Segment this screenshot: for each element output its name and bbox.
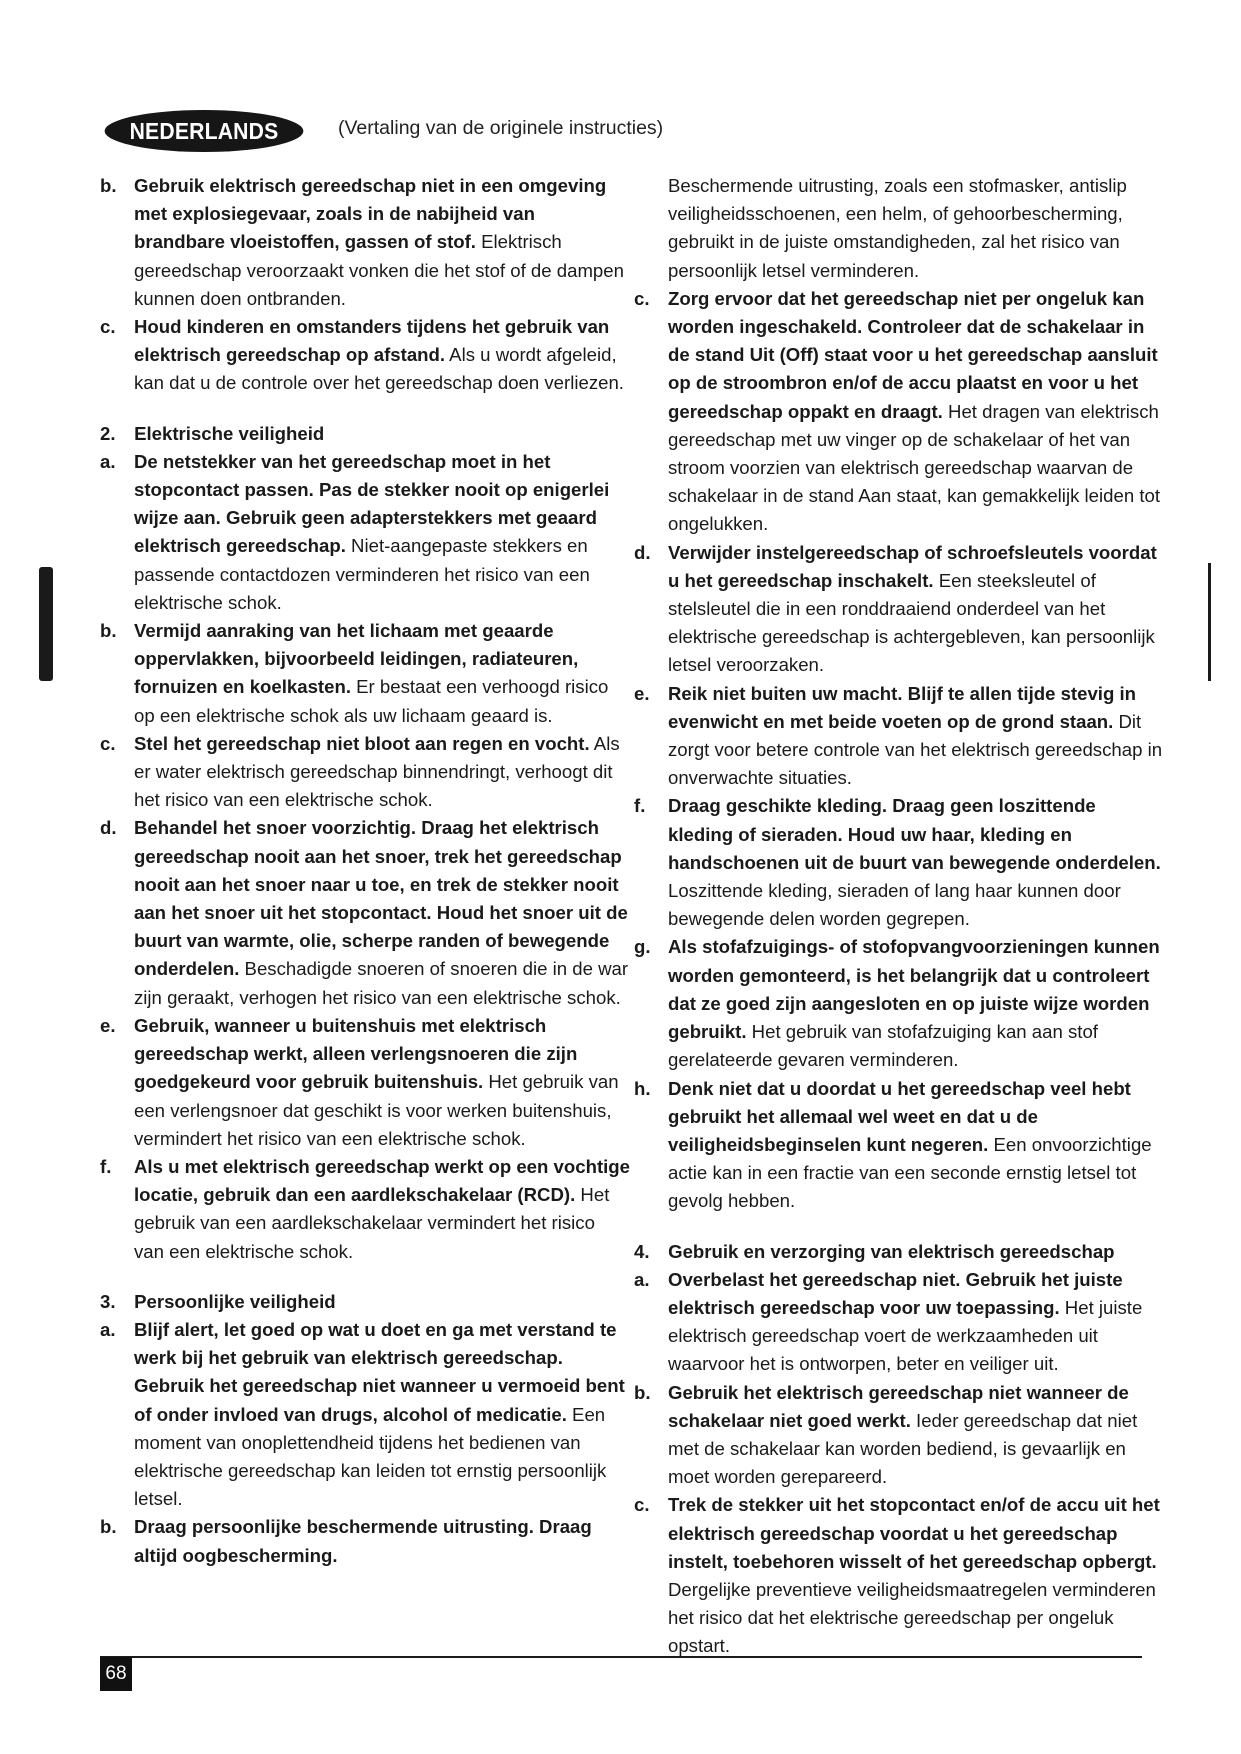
- list-item-marker: f.: [100, 1155, 112, 1177]
- list-item-bold-text: Gebruik het elektrisch gereedschap niet wanneer de schakelaar niet goed werkt.: [668, 1381, 1129, 1431]
- list-item-text: Dergelijke preventieve veiligheidsmaatregelen verminderen het risico dat het elektrische gereedschap per ongeluk opstart.: [668, 1578, 1156, 1657]
- list-item-marker: a.: [100, 450, 116, 472]
- list-item-text: Er bestaat een verhoogd risico op een elektrische schok als uw lichaam geaard is.: [134, 676, 609, 726]
- list-item-text: Loszittende kleding, sieraden of lang haar kunnen door bewegende delen worden gegrepen.: [668, 880, 1121, 930]
- list-item: [634, 539, 1164, 680]
- list-item-bold-text: Draag persoonlijke beschermende uitrusting. Draag altijd oogbescherming.: [134, 1516, 592, 1566]
- list-item-text: Een onvoorzichtige actie kan in een fractie van een seconde ernstig letsel tot gevolg hebben.: [668, 1133, 1152, 1212]
- list-item-bold-text: Overbelast het gereedschap niet. Gebruik het juiste elektrisch gereedschap voor uw toepassing.: [668, 1268, 1123, 1318]
- list-item-bold-text: Draag geschikte kleding. Draag geen loszittende kleding of sieraden. Houd uw haar, kleding en handschoenen uit de buurt van bewegende onderdelen.: [668, 795, 1161, 873]
- section-heading: 2. Elektrische veiligheid: [100, 422, 325, 444]
- footer-rule: [100, 1656, 1142, 1658]
- list-item: [100, 313, 630, 398]
- list-item-bold-text: Blijf alert, let goed op wat u doet en ga met verstand te werk bij het gebruik van elektrisch gereedschap. Gebruik het gereedschap niet wanneer u vermoeid bent of onder invloed van drugs, alcohol of medicatie.: [134, 1318, 625, 1425]
- list-item-marker: c.: [634, 287, 650, 309]
- list-item-text: Beschadigde snoeren of snoeren die in de war zijn geraakt, verhogen het risico van een elektrische schok.: [134, 958, 629, 1008]
- translation-note: (Vertaling van de originele instructies): [338, 117, 664, 139]
- list-item-marker: d.: [100, 817, 117, 839]
- list-item-marker: f.: [634, 795, 646, 817]
- list-item: [100, 814, 630, 1011]
- list-item: [100, 1153, 630, 1266]
- list-item: [100, 1316, 630, 1513]
- section-heading: 3. Persoonlijke veiligheid: [100, 1290, 336, 1312]
- list-item: [634, 792, 1164, 933]
- list-item-bold-text: Verwijder instelgereedschap of schroefsleutels voordat u het gereedschap inschakelt.: [668, 541, 1157, 591]
- list-item-marker: b.: [634, 1381, 651, 1403]
- page-edge-marker: [1208, 563, 1211, 681]
- list-item-bold-text: Als stofafzuigings- of stofopvangvoorzieningen kunnen worden gemonteerd, is het belangrijk dat u controleert dat ze goed zijn aangesloten en op juiste wijze worden gebruikt.: [668, 936, 1160, 1043]
- list-item-text: Het dragen van elektrisch gereedschap met uw vinger op de schakelaar of het van stroom voorzien van elektrisch gereedschap waarvan de schakelaar in de stand Aan staat, kan gemakkelijk leiden tot ongelukken.: [668, 400, 1160, 535]
- list-item: [100, 172, 630, 313]
- list-item-marker: b.: [100, 620, 117, 642]
- list-item-marker: g.: [634, 936, 651, 958]
- list-item-marker: b.: [100, 1516, 117, 1538]
- list-item: [634, 1075, 1164, 1216]
- list-item-text: Het juiste elektrisch gereedschap voert de werkzaamheden uit waarvoor het is ontworpen, beter en veiliger uit.: [668, 1296, 1143, 1375]
- list-item: [634, 680, 1164, 793]
- list-item-bold-text: De netstekker van het gereedschap moet in het stopcontact passen. Pas de stekker nooit op enigerlei wijze aan. Gebruik geen adapterstekkers met geaard elektrisch gereedschap.: [134, 450, 610, 557]
- list-item-bold-text: Gebruik elektrisch gereedschap niet in een omgeving met explosiegevaar, zoals in de nabijheid van brandbare vloeistoffen, gassen of stof.: [134, 175, 607, 253]
- list-item: [100, 617, 630, 730]
- list-item: [634, 285, 1164, 539]
- page-number: 68: [100, 1657, 132, 1691]
- list-item-text: Het gebruik van een verlengsnoer dat geschikt is voor werken buitenshuis, vermindert het risico van een elektrische schok.: [134, 1071, 619, 1149]
- list-item-text: Een steeksleutel of stelsleutel die in een ronddraaiend onderdeel van het elektrische gereedschap is achtergebleven, kan persoonlijk letsel veroorzaken.: [668, 569, 1155, 676]
- list-item-bold-text: Reik niet buiten uw macht. Blijf te allen tijde stevig in evenwicht en met beide voeten op de grond staan.: [668, 682, 1137, 732]
- list-item: [100, 1012, 630, 1153]
- section-tab-marker: [39, 567, 53, 681]
- list-item-marker: e.: [634, 682, 650, 704]
- list-item-bold-text: Behandel het snoer voorzichtig. Draag het elektrisch gereedschap nooit aan het snoer, trek het gereedschap nooit aan het snoer naar u toe, en trek de stekker nooit aan het snoer uit het stopcontact. Houd het snoer uit de buurt van warmte, olie, scherpe randen of bewegende onderdelen.: [134, 817, 628, 980]
- list-item-marker: a.: [100, 1318, 116, 1340]
- list-item-text: Dit zorgt voor betere controle van het elektrisch gereedschap in onverwachte situaties.: [668, 710, 1163, 789]
- list-item-marker: c.: [634, 1494, 650, 1516]
- language-badge: NEDERLANDS: [105, 110, 304, 152]
- list-item-marker: c.: [100, 316, 116, 338]
- list-item-marker: e.: [100, 1014, 116, 1036]
- list-item: [100, 448, 630, 617]
- list-item: [100, 1513, 630, 1569]
- list-item-bold-text: Als u met elektrisch gereedschap werkt op een vochtige locatie, gebruik dan een aardlekschakelaar (RCD).: [134, 1155, 631, 1206]
- list-item-text: Elektrisch gereedschap veroorzaakt vonken die het stof of de dampen kunnen doen ontbranden.: [134, 231, 624, 309]
- list-item-marker: a.: [634, 1268, 650, 1290]
- list-item: [634, 1491, 1164, 1660]
- list-item-marker: d.: [634, 541, 651, 563]
- list-item-bold-text: Vermijd aanraking van het lichaam met geaarde oppervlakken, bijvoorbeeld leidingen, radiateuren, fornuizen en koelkasten.: [134, 620, 579, 698]
- list-item-text: Het gebruik van stofafzuiging kan aan stof gerelateerde gevaren verminderen.: [668, 1021, 1098, 1071]
- list-item-text: Als u wordt afgeleid, kan dat u de controle over het gereedschap doen verliezen.: [134, 344, 624, 394]
- list-item-bold-text: Stel het gereedschap niet bloot aan regen en vocht.: [134, 732, 590, 754]
- right-column: [634, 172, 1164, 1661]
- list-item-text: Een moment van onoplettendheid tijdens het bedienen van elektrische gereedschap kan leiden tot ernstig persoonlijk letsel.: [134, 1403, 607, 1510]
- list-item-text: Ieder gereedschap dat niet met de schakelaar kan worden bediend, is gevaarlijk en moet worden gerepareerd.: [668, 1409, 1138, 1488]
- list-item-bold-text: Zorg ervoor dat het gereedschap niet per ongeluk kan worden ingeschakeld. Controleer dat de schakelaar in de stand Uit (Off) staat voor u het gereedschap aansluit op de stroombron en/of de accu plaatst en voor u het gereedschap oppakt en draagt.: [668, 287, 1158, 422]
- list-item-bold-text: Houd kinderen en omstanders tijdens het gebruik van elektrisch gereedschap op afstand.: [134, 316, 610, 366]
- list-item-marker: h.: [634, 1077, 651, 1099]
- list-item-text: Als er water elektrisch gereedschap binnendringt, verhoogt dit het risico van een elektrische schok.: [134, 732, 620, 811]
- section-heading: 4. Gebruik en verzorging van elektrisch gereedschap: [634, 1240, 1115, 1262]
- left-column: [100, 172, 630, 1570]
- list-item-marker: c.: [100, 732, 116, 754]
- list-item: [100, 730, 630, 815]
- list-item-marker: b.: [100, 175, 117, 196]
- continued-paragraph: Beschermende uitrusting, zoals een stofmasker, antislip veiligheidsschoenen, een helm, of gehoorbescherming, gebruikt in de juiste omstandigheden, zal het risico van persoonlijk letsel verminderen.: [668, 175, 1127, 281]
- list-item: [634, 1379, 1164, 1492]
- list-item: [634, 1266, 1164, 1379]
- list-item-bold-text: Gebruik, wanneer u buitenshuis met elektrisch gereedschap werkt, alleen verlengsnoeren die zijn goedgekeurd voor gebruik buitenshuis.: [134, 1014, 578, 1093]
- list-item: [634, 933, 1164, 1074]
- list-item-text: Niet-aangepaste stekkers en passende contactdozen verminderen het risico van een elektrische schok.: [134, 535, 590, 613]
- list-item-bold-text: Trek de stekker uit het stopcontact en/of de accu uit het elektrisch gereedschap voordat u het gereedschap instelt, toebehoren wisselt of het gereedschap opbergt.: [668, 1494, 1160, 1572]
- list-item-bold-text: Denk niet dat u doordat u het gereedschap veel hebt gebruikt het allemaal wel weet en dat u de veiligheidsbeginselen kunt negeren.: [668, 1077, 1131, 1155]
- list-item-text: Het gebruik van een aardlekschakelaar vermindert het risico van een elektrische schok.: [134, 1184, 610, 1262]
